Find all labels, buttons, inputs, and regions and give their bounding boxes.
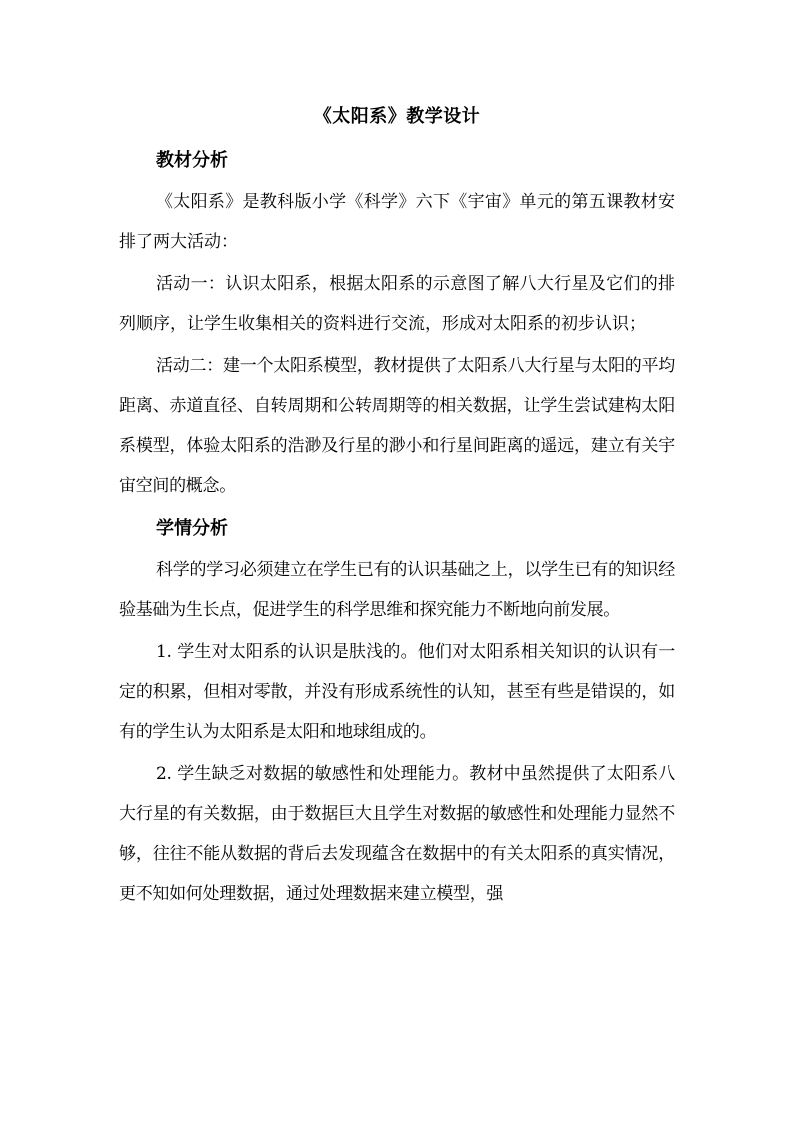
document-body <box>119 96 675 916</box>
section-heading-textbook-analysis: 教材分析 <box>156 150 228 171</box>
paragraph: 科学的学习必须建立在学生已有的认识基础之上，以学生已有的知识经验基础为生长点，促进学生的科学思维和探究能力不断地向前发展。 <box>119 560 675 620</box>
paragraph: 活动二：建一个太阳系模型，教材提供了太阳系八大行星与太阳的平均距离、赤道直径、自转周期和公转周期等的相关数据，让学生尝试建构太阳系模型，体验太阳系的浩渺及行星的渺小和行星间距离的遥远，建立有关宇宙空间的概念。 <box>119 356 675 496</box>
paragraph: 2. 学生缺乏对数据的敏感性和处理能力。教材中虽然提供了太阳系八大行星的有关数据，由于数据巨大且学生对数据的敏感性和处理能力显然不够，往往不能从数据的背后去发现蕴含在数据中的有关太阳系的真实情况，更不知如何处理数据，通过处理数据来建立模型，强 <box>119 764 675 904</box>
paragraph: 1. 学生对太阳系的认识是肤浅的。他们对太阳系相关知识的认识有一定的积累，但相对零散，并没有形成系统性的认知，甚至有些是错误的，如有的学生认为太阳系是太阳和地球组成的。 <box>119 642 675 742</box>
document-title: 《太阳系》教学设计 <box>313 106 481 127</box>
section-heading-student-analysis: 学情分析 <box>156 518 228 539</box>
paragraph: 活动一：认识太阳系，根据太阳系的示意图了解八大行星及它们的排列顺序，让学生收集相关的资料进行交流，形成对太阳系的初步认识； <box>119 274 675 334</box>
paragraph: 《太阳系》是教科版小学《科学》六下《宇宙》单元的第五课教材安排了两大活动： <box>119 192 675 252</box>
